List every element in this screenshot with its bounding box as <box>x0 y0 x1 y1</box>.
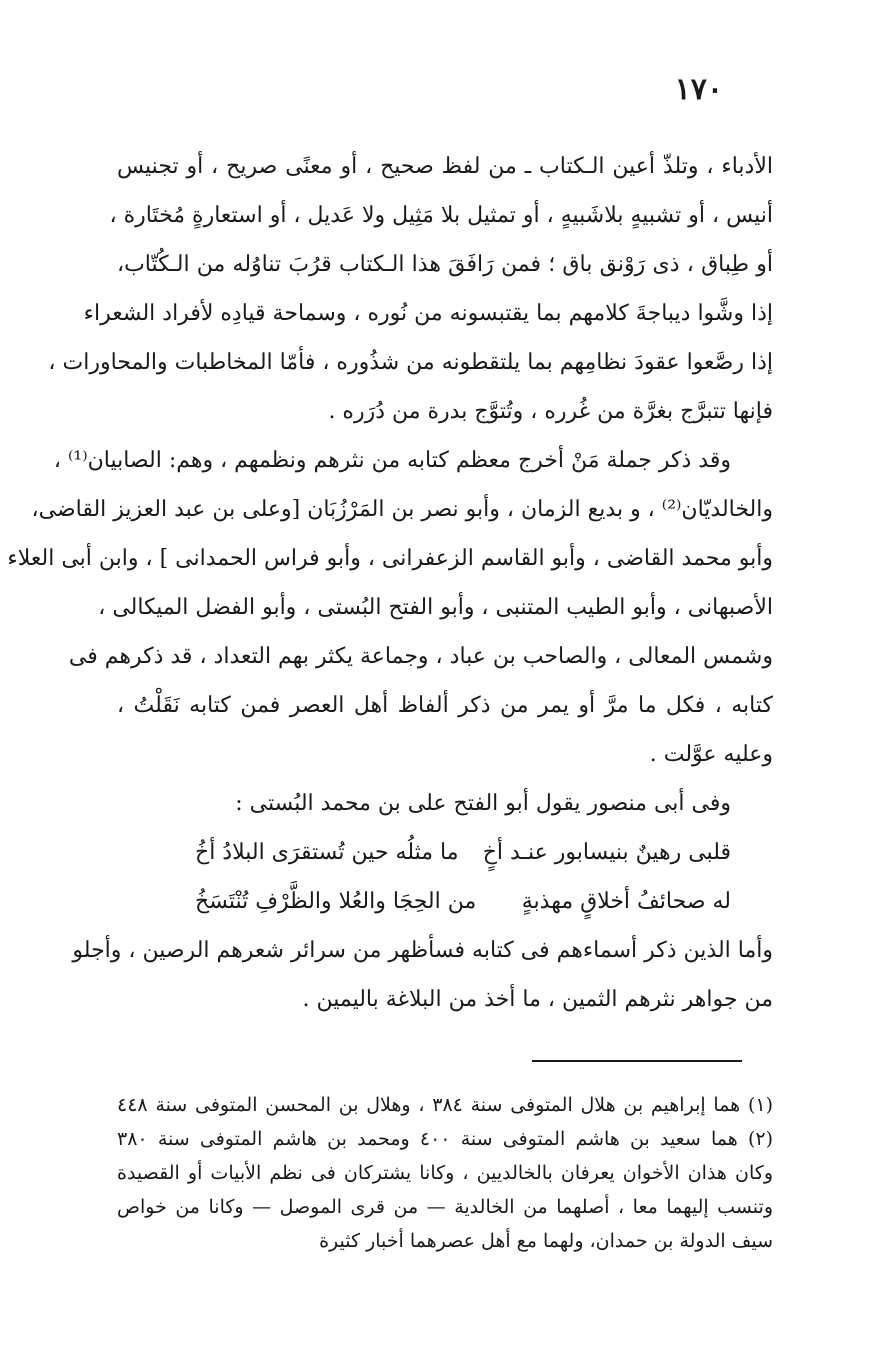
verse-intro: وفى أبى منصور يقول أبو الفتح على بن محمد البُستى : <box>235 791 731 816</box>
text-line: إذا وشَّوا ديباجةَ كلامهم بما يقتبسونه من نُوره ، وسماحة قيادِه لأفراد الشعراء <box>83 301 773 326</box>
text-line: الأدباء ، وتلذّ أعين الـكتاب ـ من لفظ صحيح ، أو معنًى صريح ، أو تجنيس <box>117 154 773 179</box>
text-line: وقد ذكر جملة مَنْ أخرج معظم كتابه من نثرهم ونظمهم ، وهم: الصابيان⁽¹⁾ ، <box>53 448 731 473</box>
footnote-line: وتنسب إليهما معا ، أصلهما من الخالدية — من قرى الموصل — وكانا من خواص <box>117 1196 773 1218</box>
verse-second-hemistich: من الحِجَا والعُلا والظَّرْفِ تُنْتَسَخُ <box>195 889 477 914</box>
text-line: أو طِباق ، ذى رَوْنق باق ؛ فمن رَافَقَ هذا الـكتاب قرُبَ تناوُله من الـكُتّاب، <box>117 252 773 277</box>
text-line: وأبو محمد القاضى ، وأبو القاسم الزعفرانى ، وأبو فراس الحمدانى ] ، وابن أبى العلاء <box>7 546 773 571</box>
footnotes <box>117 1088 773 1258</box>
text-line: وأما الذين ذكر أسماءهم فى كتابه فسأظهر من سرائر شعرهم الرصين ، وأجلو <box>72 938 773 963</box>
text-line: فإنها تتبرَّج بغرَّة من غُرره ، وتُتوَّج بدرة من دُرَره . <box>328 399 773 424</box>
text-line: وشمس المعالى ، والصاحب بن عباد ، وجماعة يكثر بهم التعداد ، قد ذكرهم فى <box>68 644 773 669</box>
verse-first-hemistich: له صحائفُ أخلاقٍ مهذبةٍ <box>521 889 731 914</box>
main-text <box>7 142 773 1024</box>
text-line: إذا رصَّعوا عقودَ نظامِهم بما يلتقطونه من شذُوره ، فأمّا المخاطبات والمحاورات ، <box>48 350 773 375</box>
footnote-line: سيف الدولة بن حمدان، ولهما مع أهل عصرهما أخبار كثيرة <box>319 1230 773 1252</box>
verse-first-hemistich: قلبى رهينٌ بنيسابور عنـد أخٍ <box>482 840 731 865</box>
text-line: كتابه ، فكل ما مرَّ أو يمر من ذكر ألفاظ أهل العصر فمن كتابه نَقَلْتُ ، <box>117 693 773 718</box>
verse-second-hemistich: ما مثلُه حين تُستقرَى البلادُ أخُ <box>195 840 459 865</box>
poem-verse <box>117 877 773 926</box>
text-line: من جواهر نثرهم الثمين ، ما أخذ من البلاغة باليمين . <box>302 987 773 1012</box>
footnote-line: وكان هذان الأخوان يعرفان بالخالديين ، وكانا يشتركان فى نظم الأبيات أو القصيدة <box>117 1162 773 1184</box>
footnote-line: (١) هما إبراهيم بن هلال المتوفى سنة ٣٨٤ ، وهلال بن المحسن المتوفى سنة ٤٤٨ <box>117 1094 773 1116</box>
text-line: والخالديّان⁽²⁾ ، و بديع الزمان ، وأبو نصر بن المَرْزُبَان [وعلى بن عبد العزيز القاضى، <box>31 497 773 522</box>
text-line: وعليه عوَّلت . <box>649 742 773 767</box>
poem-verse <box>117 828 773 877</box>
text-line: أنيس ، أو تشبيهٍ بلاشَبيهٍ ، أو تمثيل بلا مَثِيل ولا عَديل ، أو استعارةٍ مُختَارة ، <box>109 203 773 228</box>
page-number: ١٧٠ <box>674 72 723 107</box>
footnote-separator <box>532 1060 742 1062</box>
footnote-line: (٢) هما سعيد بن هاشم المتوفى سنة ٤٠٠ ومحمد بن هاشم المتوفى سنة ٣٨٠ <box>117 1128 774 1150</box>
text-line: الأصبهانى ، وأبو الطيب المتنبى ، وأبو الفتح البُستى ، وأبو الفضل الميكالى ، <box>98 595 773 620</box>
poem <box>117 828 773 926</box>
